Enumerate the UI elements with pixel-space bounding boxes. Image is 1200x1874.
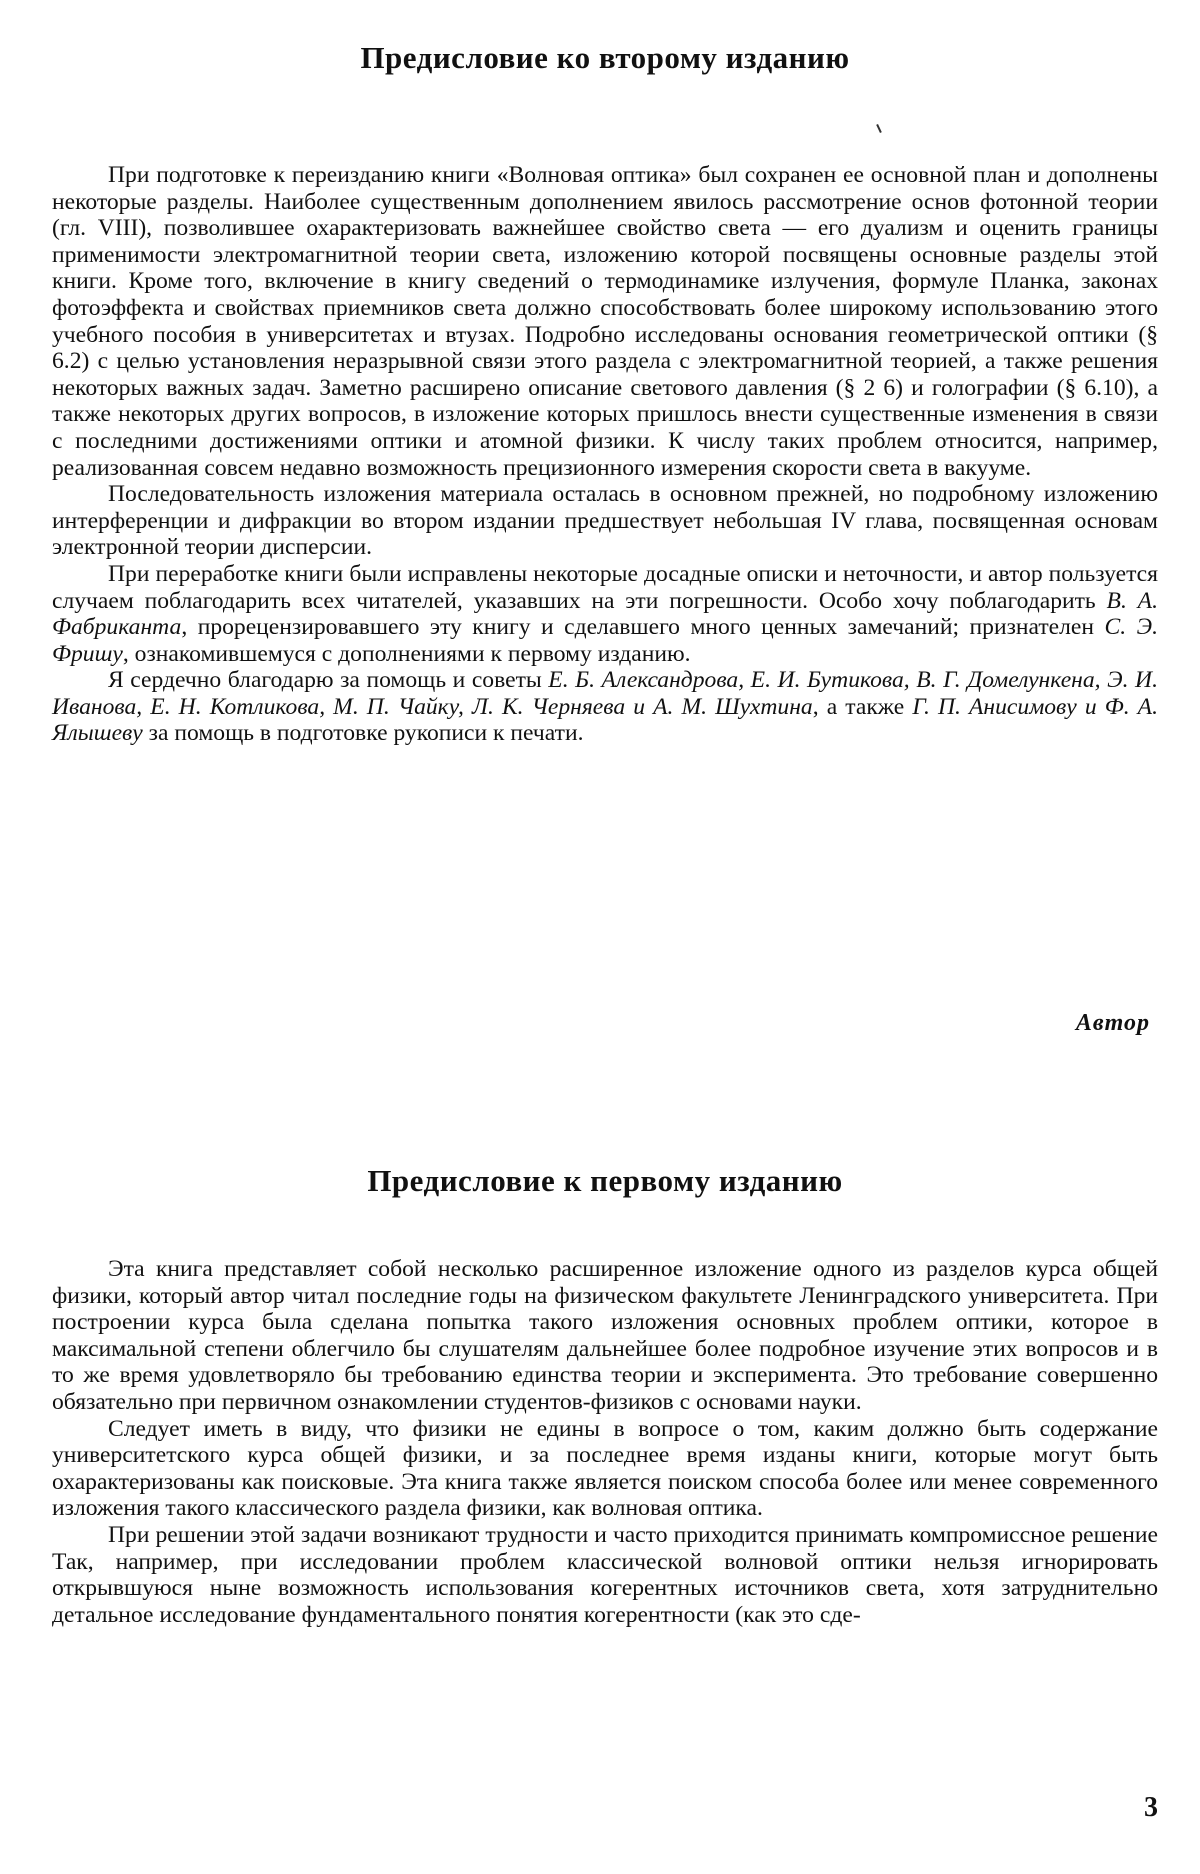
author-signature: Автор [1075,1010,1150,1036]
paragraph-text: При переработке книги были исправлены некоторые досадные описки и неточности, и автор пользуется случаем поблагодарить всех читателей, указавших на эти погрешности. Особо хочу поблагодарить [52,560,1158,614]
paragraph [52,667,1158,747]
preface-first-edition-body [52,1256,1158,1628]
preface-second-edition-body [52,162,1158,747]
paragraph-text: за помощь в подготовке рукописи к печати. [142,720,584,747]
paragraph: При подготовке к переизданию книги «Волновая оптика» был сохранен ее основной план и дополнены некоторые разделы. Наиболее существенным дополнением явилось рассмотрение основ фотонной теории (гл. VIII), позволившее охарактеризовать важнейшее свойство света — его дуализм и оценить границы применимости электромагнитной теории света, изложению которой посвящены основные разделы этой книги. Кроме того, включение в книгу сведений о термодинамике излучения, формуле Планка, законах фотоэффекта и свойствах приемников света должно способствовать более широкому использованию этого учебного пособия в университетах и втузах. Подробно исследованы основания геометрической оптики (§ 6.2) с целью установления неразрывной связи этого раздела с электромагнитной теорией, а также решения некоторых важных задач. Заметно расширено описание светового давления (§ 2 6) и голографии (§ 6.10), а также некоторых других вопросов, в изложение которых пришлось внести существенные изменения в связи с последними достижениями оптики и атомной физики. К числу таких проблем относится, например, реализованная совсем недавно возможность прецизионного измерения скорости света в вакууме. [52,162,1158,481]
paragraph-text: , ознакомившемуся с дополнениями к первому изданию. [122,640,691,667]
person-names: Г. П. Анисимову и Ф. А. Ялышеву [52,693,1158,747]
section-title-first-edition: Предисловие к первому изданию [367,1163,843,1198]
document-page [52,0,1158,1874]
stray-mark [876,124,882,133]
page-number: 3 [1144,1792,1158,1823]
person-name: В. А. Фабриканта [52,587,1158,641]
paragraph [52,561,1158,667]
paragraph: При решении этой задачи возникают трудности и часто приходится принимать компромиссное решение Так, например, при исследовании проблем классической волновой оптики нельзя игнорировать открывшуюся ныне возможность использования когерентных источников света, хотя затруднительно детальное исследование фундаментального понятия когерентности (как это сде- [52,1521,1158,1628]
paragraph-text: Я сердечно благодарю за помощь и советы [108,667,549,694]
person-name: С. Э. Фришу [52,614,1158,667]
paragraph-text: , а также [812,693,913,720]
paragraph: Следует иметь в виду, что физики не едины в вопросе о том, каким должно быть содержание университетского курса общей физики, и за последнее время изданы книги, которые могут быть охарактеризованы как поисковые. Эта книга также является поиском способа более или менее современного изложения такого классического раздела физики, как волновая оптика. [52,1415,1158,1522]
paragraph-text: , прорецензировавшего эту книгу и сделавшего много ценных замечаний; признателен [181,614,1105,641]
paragraph: Последовательность изложения материала осталась в основном прежней, но подробному изложению интерференции и дифракции во втором издании предшествует небольшая IV глава, посвященная основам электронной теории дисперсии. [52,481,1158,561]
paragraph: Эта книга представляет собой несколько расширенное изложение одного из разделов курса общей физики, который автор читал последние годы на физическом факультете Ленинградского университета. При построении курса была сделана попытка такого изложения основных проблем оптики, которое в максимальной степени облегчило бы слушателям дальнейшее более подробное изучение этих вопросов и в то же время удовлетворяло бы требованию единства теории и эксперимента. Это требование совершенно обязательно при первичном ознакомлении студентов-физиков с основами науки. [52,1256,1158,1415]
person-names: Е. Б. Александрова, Е. И. Бутикова, В. Г. Домелункена, Э. И. Иванова, Е. Н. Котликова, М. П. Чайку, Л. К. Черняева и А. М. Шухтина [52,667,1158,720]
section-title-second-edition: Предисловие ко второму изданию [360,40,850,75]
